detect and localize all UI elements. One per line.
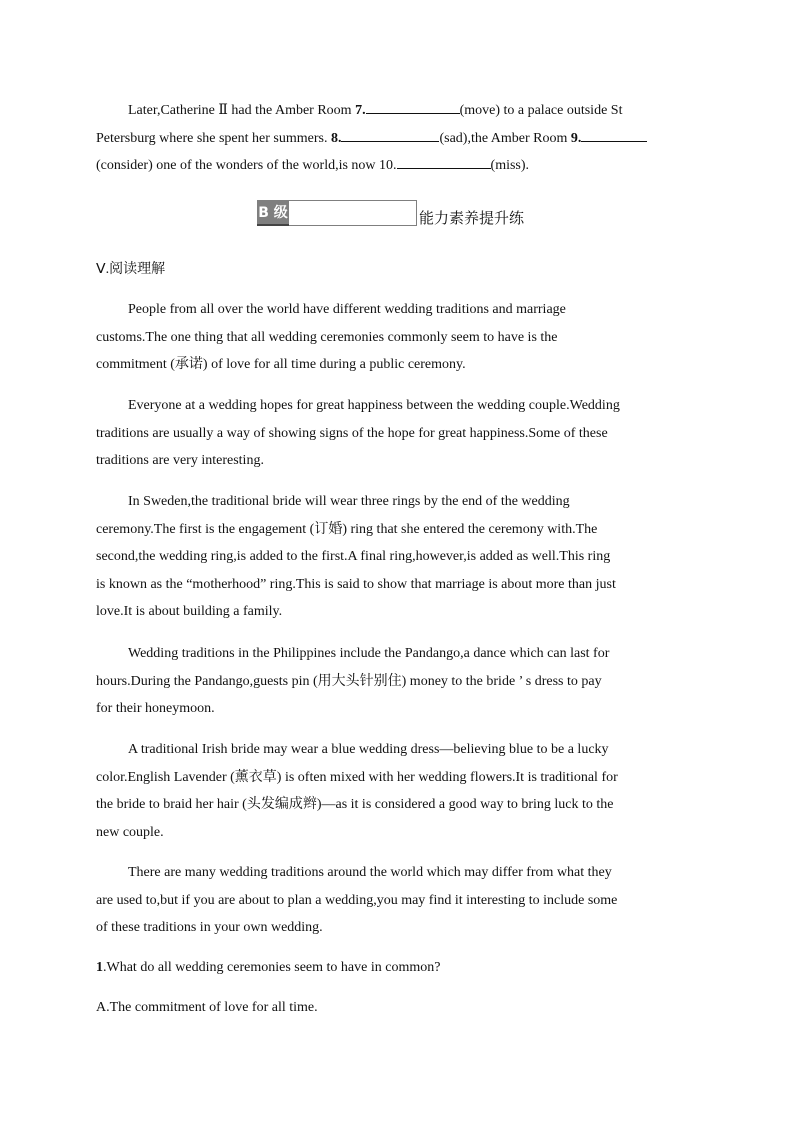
blank-number-9: 9. (570, 130, 582, 146)
paragraph-line (96, 97, 692, 125)
paragraph-line: of these traditions in your own wedding. (96, 920, 323, 936)
paragraph-line: commitment (承诺) of love for all time during a public ceremony. (96, 357, 466, 373)
blank-number-8: 8. (330, 130, 342, 146)
paragraph-line: new couple. (96, 824, 164, 840)
text-run: (sad),the Amber Room (439, 130, 571, 146)
section-label: 阅读理解 (109, 261, 166, 277)
blank-number-7: 7. (355, 103, 366, 118)
passage-paragraph (96, 488, 692, 626)
passage-paragraph (96, 640, 692, 723)
paragraph-line: Everyone at a wedding hopes for great happiness between the wedding couple.Wedding (128, 398, 620, 413)
paragraph-line: There are many wedding traditions around the world which may differ from what they (128, 865, 612, 880)
answer-blank-7[interactable] (366, 99, 460, 114)
paragraph-line: People from all over the world have different wedding traditions and marriage (128, 302, 566, 317)
paragraph-line: color.English Lavender (薰衣草) is often mixed with her wedding flowers.It is traditional for (96, 769, 618, 785)
text-run: (move) to a palace outside St (459, 103, 623, 118)
amber-room-paragraph (96, 97, 692, 180)
paragraph-line: second,the wedding ring,is added to the first.A final ring,however,is added as well.This ring (96, 549, 611, 565)
passage-paragraph (96, 859, 692, 942)
section-title (96, 258, 165, 278)
passage-paragraph (96, 736, 692, 846)
text-run: (miss). (490, 158, 530, 174)
option-a[interactable]: A.The commitment of love for all time. (96, 1000, 318, 1015)
paragraph-line: love.It is about building a family. (96, 604, 283, 620)
paragraph-line: is known as the “motherhood” ring.This is said to show that marriage is about more than just (96, 576, 616, 592)
passage-paragraph (96, 392, 692, 475)
level-box (289, 200, 417, 226)
paragraph-line: In Sweden,the traditional bride will wear three rings by the end of the wedding (128, 494, 570, 509)
paragraph-line: for their honeymoon. (96, 701, 215, 717)
section-number: Ⅴ. (96, 262, 110, 277)
question-text: .What do all wedding ceremonies seem to have in common? (103, 960, 441, 975)
paragraph-line: are used to,but if you are about to plan a wedding,you may find it interesting to include some (96, 892, 618, 908)
paragraph-line: A traditional Irish bride may wear a blue wedding dress—believing blue to be a lucky (128, 742, 609, 757)
paragraph-line: ceremony.The first is the engagement (订婚) ring that she entered the ceremony with.The (96, 521, 598, 537)
paragraph-line: traditions are usually a way of showing signs of the hope for great happiness.Some of these (96, 425, 608, 441)
paragraph-line: hours.During the Pandango,guests pin (用大头针别住) money to the bride ’ s dress to pay (96, 673, 602, 689)
question-number: 1 (96, 960, 103, 975)
level-badge: B 级 (257, 200, 289, 226)
question-1 (96, 960, 440, 976)
answer-blank-9[interactable] (581, 127, 647, 142)
text-run: (consider) one of the wonders of the world,is now 10. (96, 158, 397, 174)
paragraph-line: customs.The one thing that all wedding ceremonies commonly seem to have is the (96, 329, 558, 345)
passage-paragraph (96, 296, 692, 379)
paragraph-line: the bride to braid her hair (头发编成辫)—as it is considered a good way to bring luck to the (96, 797, 614, 813)
answer-blank-10[interactable] (397, 154, 491, 169)
text-run: Later,Catherine Ⅱ had the Amber Room (128, 103, 356, 118)
answer-blank-8[interactable] (341, 127, 439, 142)
text-run: Petersburg where she spent her summers. (96, 130, 331, 146)
paragraph-line: Wedding traditions in the Philippines include the Pandango,a dance which can last for (128, 646, 610, 661)
level-title: 能力素养提升练 (419, 208, 525, 227)
paragraph-line (96, 152, 692, 180)
paragraph-line: traditions are very interesting. (96, 453, 264, 469)
paragraph-line (96, 125, 692, 153)
level-header (257, 200, 524, 226)
